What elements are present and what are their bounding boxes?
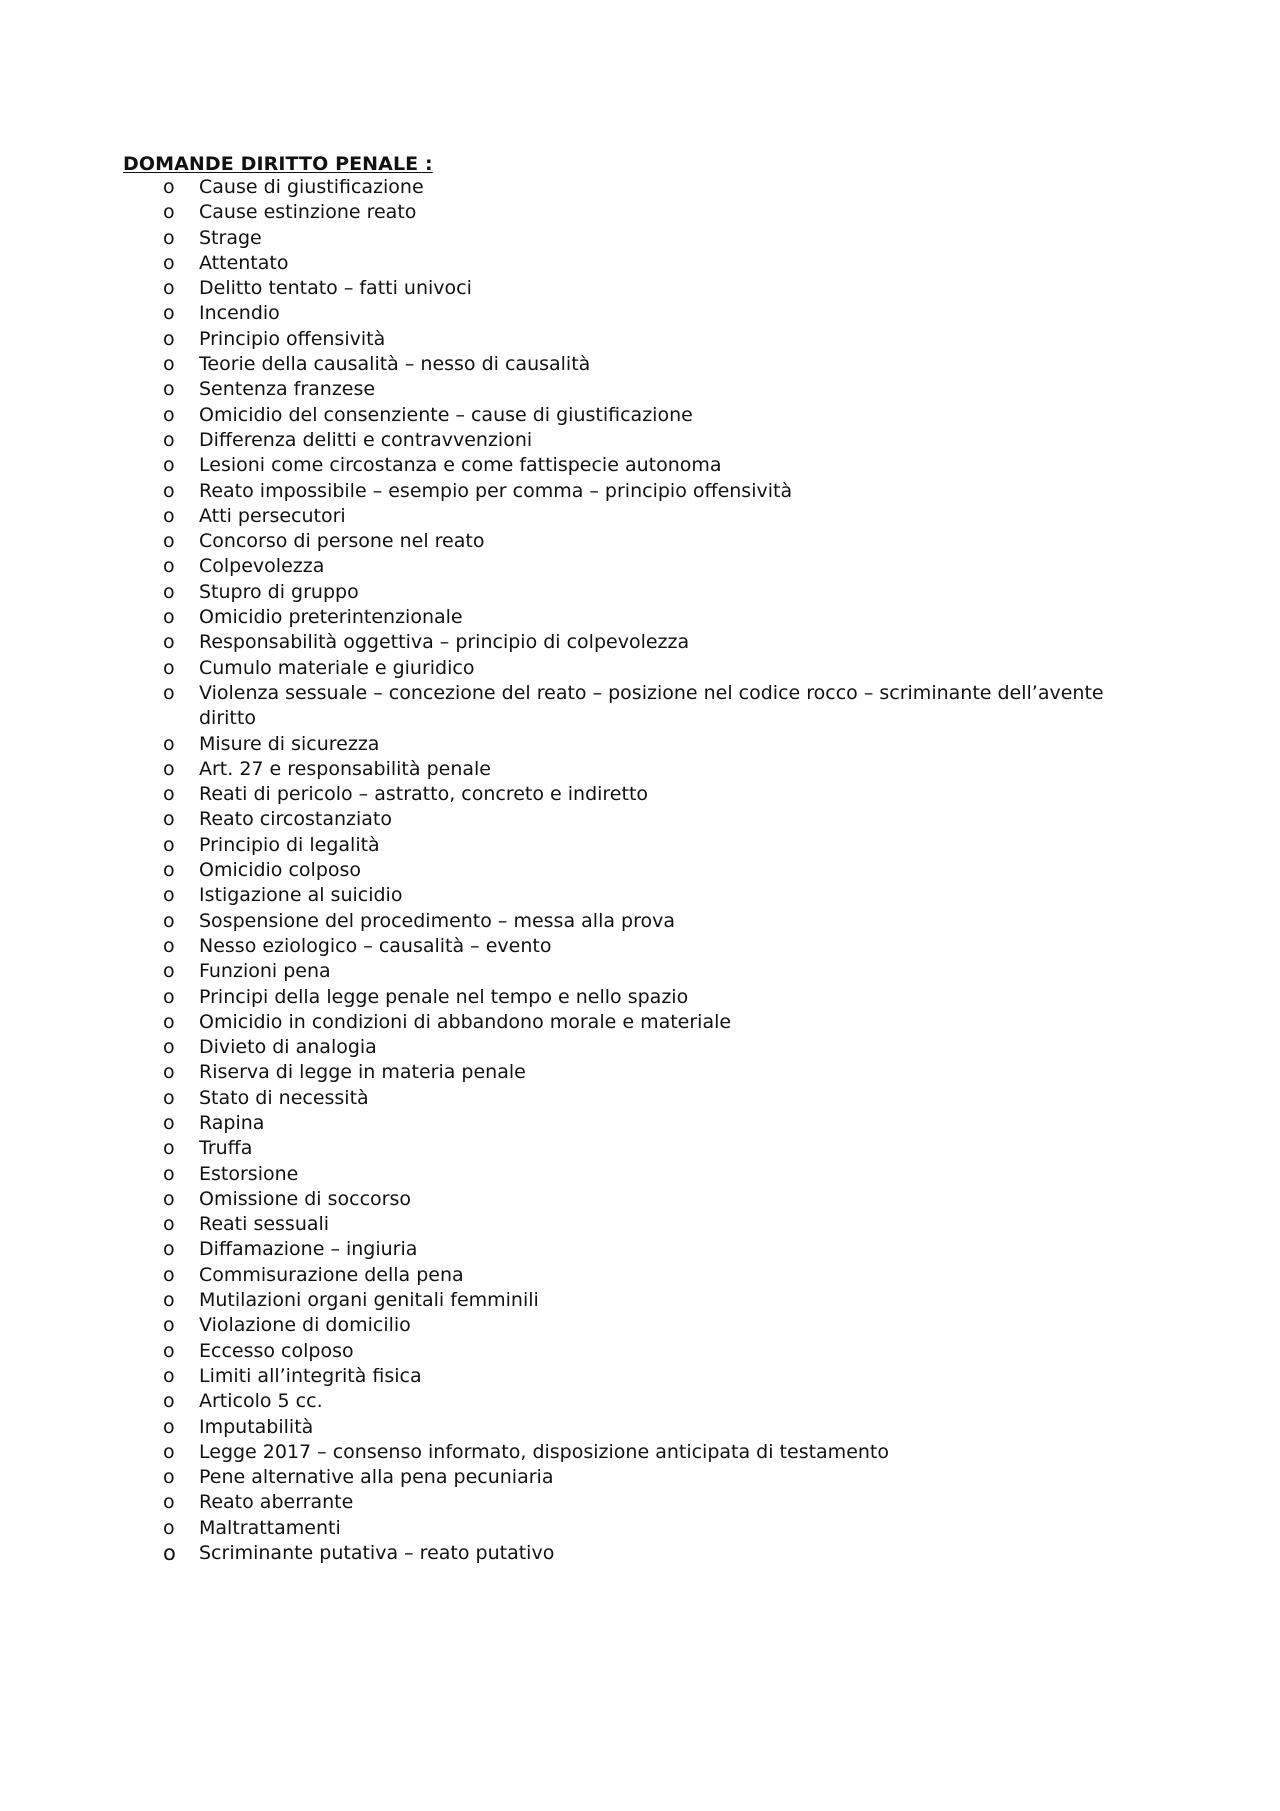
list-item-text: Incendio: [199, 302, 280, 325]
list-item-text: Mutilazioni organi genitali femminili: [199, 1289, 539, 1312]
list-item-text: Reato aberrante: [199, 1491, 354, 1514]
bullet-marker: o: [163, 1187, 175, 1210]
list-item-text: Istigazione al suicidio: [199, 884, 403, 907]
list-item-text: Sospensione del procedimento – messa alla prova: [199, 909, 675, 932]
list-item-text: Reati sessuali: [199, 1213, 330, 1236]
list-item: [0, 1263, 1280, 1288]
list-item-text: Truffa: [199, 1137, 253, 1160]
list-item: [0, 1364, 1280, 1389]
list-item: [0, 1187, 1280, 1212]
list-item: [0, 757, 1280, 782]
bullet-marker: o: [163, 1036, 175, 1059]
list-item: [0, 327, 1280, 352]
list-item: [0, 858, 1280, 883]
list-item-text: Colpevolezza: [199, 555, 325, 578]
list-item-text: Cumulo materiale e giuridico: [199, 656, 475, 679]
list-item-text: Stupro di gruppo: [199, 580, 359, 603]
list-item: [0, 985, 1280, 1010]
list-item-text: Responsabilità oggettiva – principio di colpevolezza: [199, 631, 690, 654]
list-item-text: Imputabilità: [199, 1415, 314, 1438]
list-item: [0, 1389, 1280, 1414]
list-item-text: Estorsione: [199, 1162, 299, 1185]
list-item: [0, 1541, 1280, 1566]
list-item-text: Violenza sessuale – concezione del reato – posizione nel codice rocco – scriminante dell’avente diritto: [199, 681, 1104, 730]
list-item: [0, 1086, 1280, 1111]
bullet-marker: o: [163, 1390, 175, 1413]
list-item: [0, 403, 1280, 428]
list-item-text: Differenza delitti e contravvenzioni: [199, 428, 533, 451]
bullet-marker: o: [163, 504, 175, 527]
bullet-marker: o: [163, 909, 175, 932]
bullet-marker: o: [163, 428, 175, 451]
list-item: [0, 175, 1280, 200]
list-item-text: Maltrattamenti: [199, 1516, 341, 1539]
bullet-marker: o: [163, 1339, 175, 1362]
bullet-marker: o: [163, 176, 175, 198]
list-item-text: Reato impossibile – esempio per comma – principio offensività: [199, 479, 793, 502]
list-item: [0, 1111, 1280, 1136]
list-item: [0, 1035, 1280, 1060]
bullet-marker: o: [163, 681, 175, 704]
bullet-marker: o: [163, 353, 175, 376]
list-item: [0, 605, 1280, 630]
list-item-text: Principi della legge penale nel tempo e nello spazio: [199, 985, 689, 1008]
bullet-marker: o: [163, 277, 175, 300]
list-item: [0, 732, 1280, 757]
bullet-marker: o: [163, 1415, 175, 1438]
bullet-marker: o: [163, 1137, 175, 1160]
list-item: [0, 377, 1280, 402]
list-item-text: Cause estinzione reato: [199, 201, 417, 224]
list-item-text: Concorso di persone nel reato: [199, 530, 485, 553]
list-item: [0, 782, 1280, 807]
bullet-marker: o: [163, 606, 175, 629]
bullet-marker: o: [163, 1541, 176, 1566]
bullet-marker: o: [163, 1010, 175, 1033]
bullet-marker: o: [163, 580, 175, 603]
list-item: [0, 1212, 1280, 1237]
list-item: [0, 1490, 1280, 1515]
list-item: [0, 276, 1280, 301]
list-item: [0, 656, 1280, 681]
bullet-marker: o: [163, 1213, 175, 1236]
list-item-text: Teorie della causalità – nesso di causalità: [199, 353, 591, 376]
list-item-text: Diffamazione – ingiuria: [199, 1238, 418, 1261]
list-item-text: Pene alternative alla pena pecuniaria: [199, 1466, 554, 1489]
bullet-marker: o: [163, 1491, 175, 1514]
list-item-text: Omissione di soccorso: [199, 1187, 411, 1210]
list-item-text: Omicidio preterintenzionale: [199, 606, 463, 629]
list-item: [0, 883, 1280, 908]
list-item: [0, 1288, 1280, 1313]
list-item: [0, 504, 1280, 529]
list-item-text: Attentato: [199, 251, 289, 274]
question-list: [0, 175, 1280, 1566]
list-item-text: Reati di pericolo – astratto, concreto e indiretto: [199, 783, 649, 806]
bullet-marker: o: [163, 960, 175, 983]
list-item-text: Omicidio in condizioni di abbandono morale e materiale: [199, 1010, 732, 1033]
bullet-marker: o: [163, 555, 175, 578]
bullet-marker: o: [163, 1516, 175, 1539]
list-item: [0, 1415, 1280, 1440]
list-item: [0, 1516, 1280, 1541]
list-item: [0, 1010, 1280, 1035]
document-title: DOMANDE DIRITTO PENALE :: [123, 153, 433, 175]
bullet-marker: o: [163, 1061, 175, 1084]
list-item-text: Misure di sicurezza: [199, 732, 380, 755]
bullet-marker: o: [163, 530, 175, 553]
list-item: [0, 909, 1280, 934]
list-item: [0, 251, 1280, 276]
list-item: [0, 934, 1280, 959]
list-item-text: Omicidio colposo: [199, 859, 362, 882]
list-item: [0, 1465, 1280, 1490]
list-item-text: Eccesso colposo: [199, 1339, 354, 1362]
list-item: [0, 226, 1280, 251]
list-item-text: Principio di legalità: [199, 833, 380, 856]
list-item: [0, 807, 1280, 832]
list-item-text: Articolo 5 cc.: [199, 1390, 323, 1413]
list-item: [0, 301, 1280, 326]
list-item-text: Funzioni pena: [199, 960, 331, 983]
bullet-marker: o: [163, 454, 175, 477]
bullet-marker: o: [163, 783, 175, 806]
list-item-text: Commisurazione della pena: [199, 1263, 464, 1286]
list-item: [0, 428, 1280, 453]
bullet-marker: o: [163, 808, 175, 831]
bullet-marker: o: [163, 1314, 175, 1337]
list-item: [0, 1440, 1280, 1465]
list-item-text: Stato di necessità: [199, 1086, 369, 1109]
list-item: [0, 352, 1280, 377]
bullet-marker: o: [163, 1440, 175, 1463]
bullet-marker: o: [163, 226, 175, 249]
list-item: [0, 1339, 1280, 1364]
list-item-text: Rapina: [199, 1111, 265, 1134]
list-item: [0, 479, 1280, 504]
bullet-marker: o: [163, 1466, 175, 1489]
list-item-text: Legge 2017 – consenso informato, disposizione anticipata di testamento: [199, 1440, 889, 1463]
bullet-marker: o: [163, 1238, 175, 1261]
bullet-marker: o: [163, 833, 175, 856]
list-item-text: Art. 27 e responsabilità penale: [199, 757, 491, 780]
list-item: [0, 833, 1280, 858]
bullet-marker: o: [163, 859, 175, 882]
list-item: [0, 681, 1280, 732]
list-item-text: Riserva di legge in materia penale: [199, 1061, 526, 1084]
list-item: [0, 1237, 1280, 1262]
list-item-text: Limiti all’integrità fisica: [199, 1364, 422, 1387]
bullet-marker: o: [163, 1289, 175, 1312]
bullet-marker: o: [163, 251, 175, 274]
list-item-text: Violazione di domicilio: [199, 1314, 411, 1337]
bullet-marker: o: [163, 985, 175, 1008]
bullet-marker: o: [163, 656, 175, 679]
bullet-marker: o: [163, 934, 175, 957]
list-item: [0, 1136, 1280, 1161]
bullet-marker: o: [163, 302, 175, 325]
list-item: [0, 959, 1280, 984]
list-item-text: Omicidio del consenziente – cause di giustificazione: [199, 403, 693, 426]
list-item-text: Divieto di analogia: [199, 1036, 377, 1059]
bullet-marker: o: [163, 1263, 175, 1286]
bullet-marker: o: [163, 732, 175, 755]
list-item-text: Strage: [199, 226, 262, 249]
list-item-text: Lesioni come circostanza e come fattispecie autonoma: [199, 454, 722, 477]
list-item: [0, 580, 1280, 605]
list-item-text: Delitto tentato – fatti univoci: [199, 277, 472, 300]
list-item: [0, 554, 1280, 579]
list-item: [0, 529, 1280, 554]
list-item-text: Sentenza franzese: [199, 378, 376, 401]
bullet-marker: o: [163, 1086, 175, 1109]
list-item: [0, 630, 1280, 655]
list-item: [0, 1162, 1280, 1187]
list-item-text: Principio offensività: [199, 327, 386, 350]
bullet-marker: o: [163, 403, 175, 426]
list-item-text: Reato circostanziato: [199, 808, 392, 831]
list-item-text: Nesso eziologico – causalità – evento: [199, 934, 552, 957]
bullet-marker: o: [163, 378, 175, 401]
bullet-marker: o: [163, 631, 175, 654]
bullet-marker: o: [163, 1364, 175, 1387]
list-item: [0, 200, 1280, 225]
list-item-text: Cause di giustificazione: [199, 176, 424, 198]
bullet-marker: o: [163, 201, 175, 224]
list-item: [0, 1060, 1280, 1085]
list-item-text: Scriminante putativa – reato putativo: [199, 1542, 555, 1565]
bullet-marker: o: [163, 1111, 175, 1134]
list-item: [0, 453, 1280, 478]
bullet-marker: o: [163, 884, 175, 907]
bullet-marker: o: [163, 757, 175, 780]
bullet-marker: o: [163, 1162, 175, 1185]
list-item: [0, 1313, 1280, 1338]
bullet-marker: o: [163, 479, 175, 502]
list-item-text: Atti persecutori: [199, 504, 346, 527]
bullet-marker: o: [163, 327, 175, 350]
